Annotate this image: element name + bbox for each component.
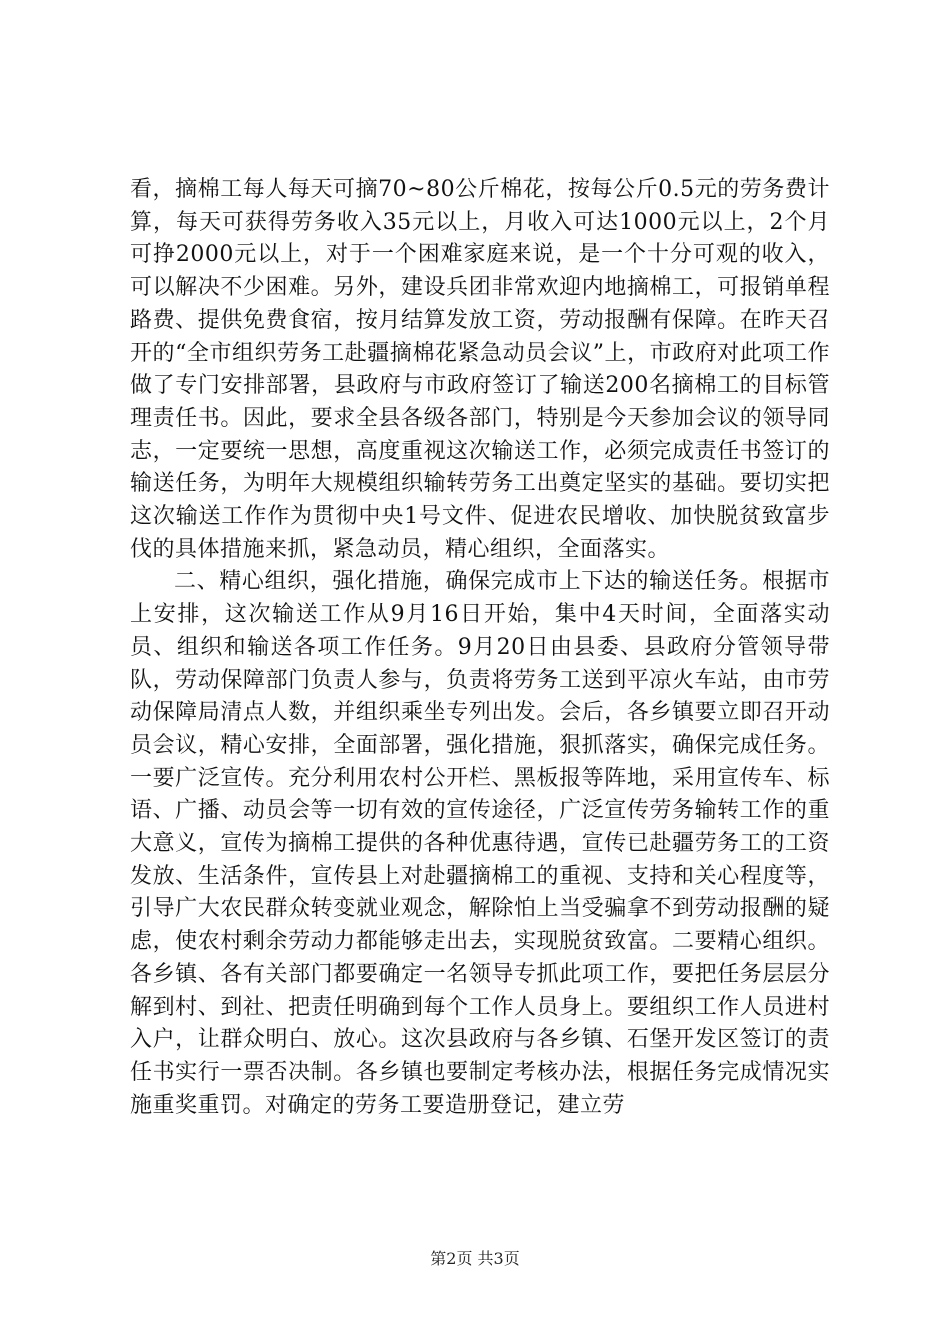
document-body xyxy=(130,174,830,1122)
paragraph-2: 二、精心组织，强化措施，确保完成市上下达的输送任务。根据市上安排，这次输送工作从9月16日开始，集中4天时间，全面落实动员、组织和输送各项工作任务。9月20日由县委、县政府分管领导带队，劳动保障部门负责人参与，负责将劳务工送到平凉火车站，由市劳动保障局清点人数，并组织乘坐专列出发。会后，各乡镇要立即召开动员会议，精心安排，全面部署，强化措施，狠抓落实，确保完成任务。一要广泛宣传。充分利用农村公开栏、黑板报等阵地，采用宣传车、标语、广播、动员会等一切有效的宣传途径，广泛宣传劳务输转工作的重大意义，宣传为摘棉工提供的各种优惠待遇，宣传已赴疆劳务工的工资发放、生活条件，宣传县上对赴疆摘棉工的重视、支持和关心程度等，引导广大农民群众转变就业观念，解除怕上当受骗拿不到劳动报酬的疑虑，使农村剩余劳动力都能够走出去，实现脱贫致富。二要精心组织。各乡镇、各有关部门都要确定一名领导专抓此项工作，要把任务层层分解到村、到社、把责任明确到每个工作人员身上。要组织工作人员进村入户，让群众明白、放心。这次县政府与各乡镇、石堡开发区签订的责任书实行一票否决制。各乡镇也要制定考核办法，根据任务完成情况实施重奖重罚。对确定的劳务工要造册登记，建立劳 xyxy=(130,569,830,1118)
paragraph-1: 看，摘棉工每人每天可摘70~80公斤棉花，按每公斤0.5元的劳务费计算，每天可获得劳务收入35元以上，月收入可达1000元以上，2个月可挣2000元以上，对于一个困难家庭来说，是一个十分可观的收入，可以解决不少困难。另外，建设兵团非常欢迎内地摘棉工，可报销单程路费、提供免费食宿，按月结算发放工资，劳动报酬有保障。在昨天召开的“全市组织劳务工赴疆摘棉花紧急动员会议”上，市政府对此项工作做了专门安排部署，县政府与市政府签订了输送200名摘棉工的目标管理责任书。因此，要求全县各级各部门，特别是今天参加会议的领导同志，一定要统一思想，高度重视这次输送工作，必须完成责任书签订的输送任务，为明年大规模组织输转劳务工出奠定坚实的基础。要切实把这次输送工作作为贯彻中央1号文件、促进农民增收、加快脱贫致富步伐的具体措施来抓，紧急动员，精心组织，全面落实。 xyxy=(130,177,830,562)
page-footer: 第2页 共3页 xyxy=(430,1249,520,1268)
